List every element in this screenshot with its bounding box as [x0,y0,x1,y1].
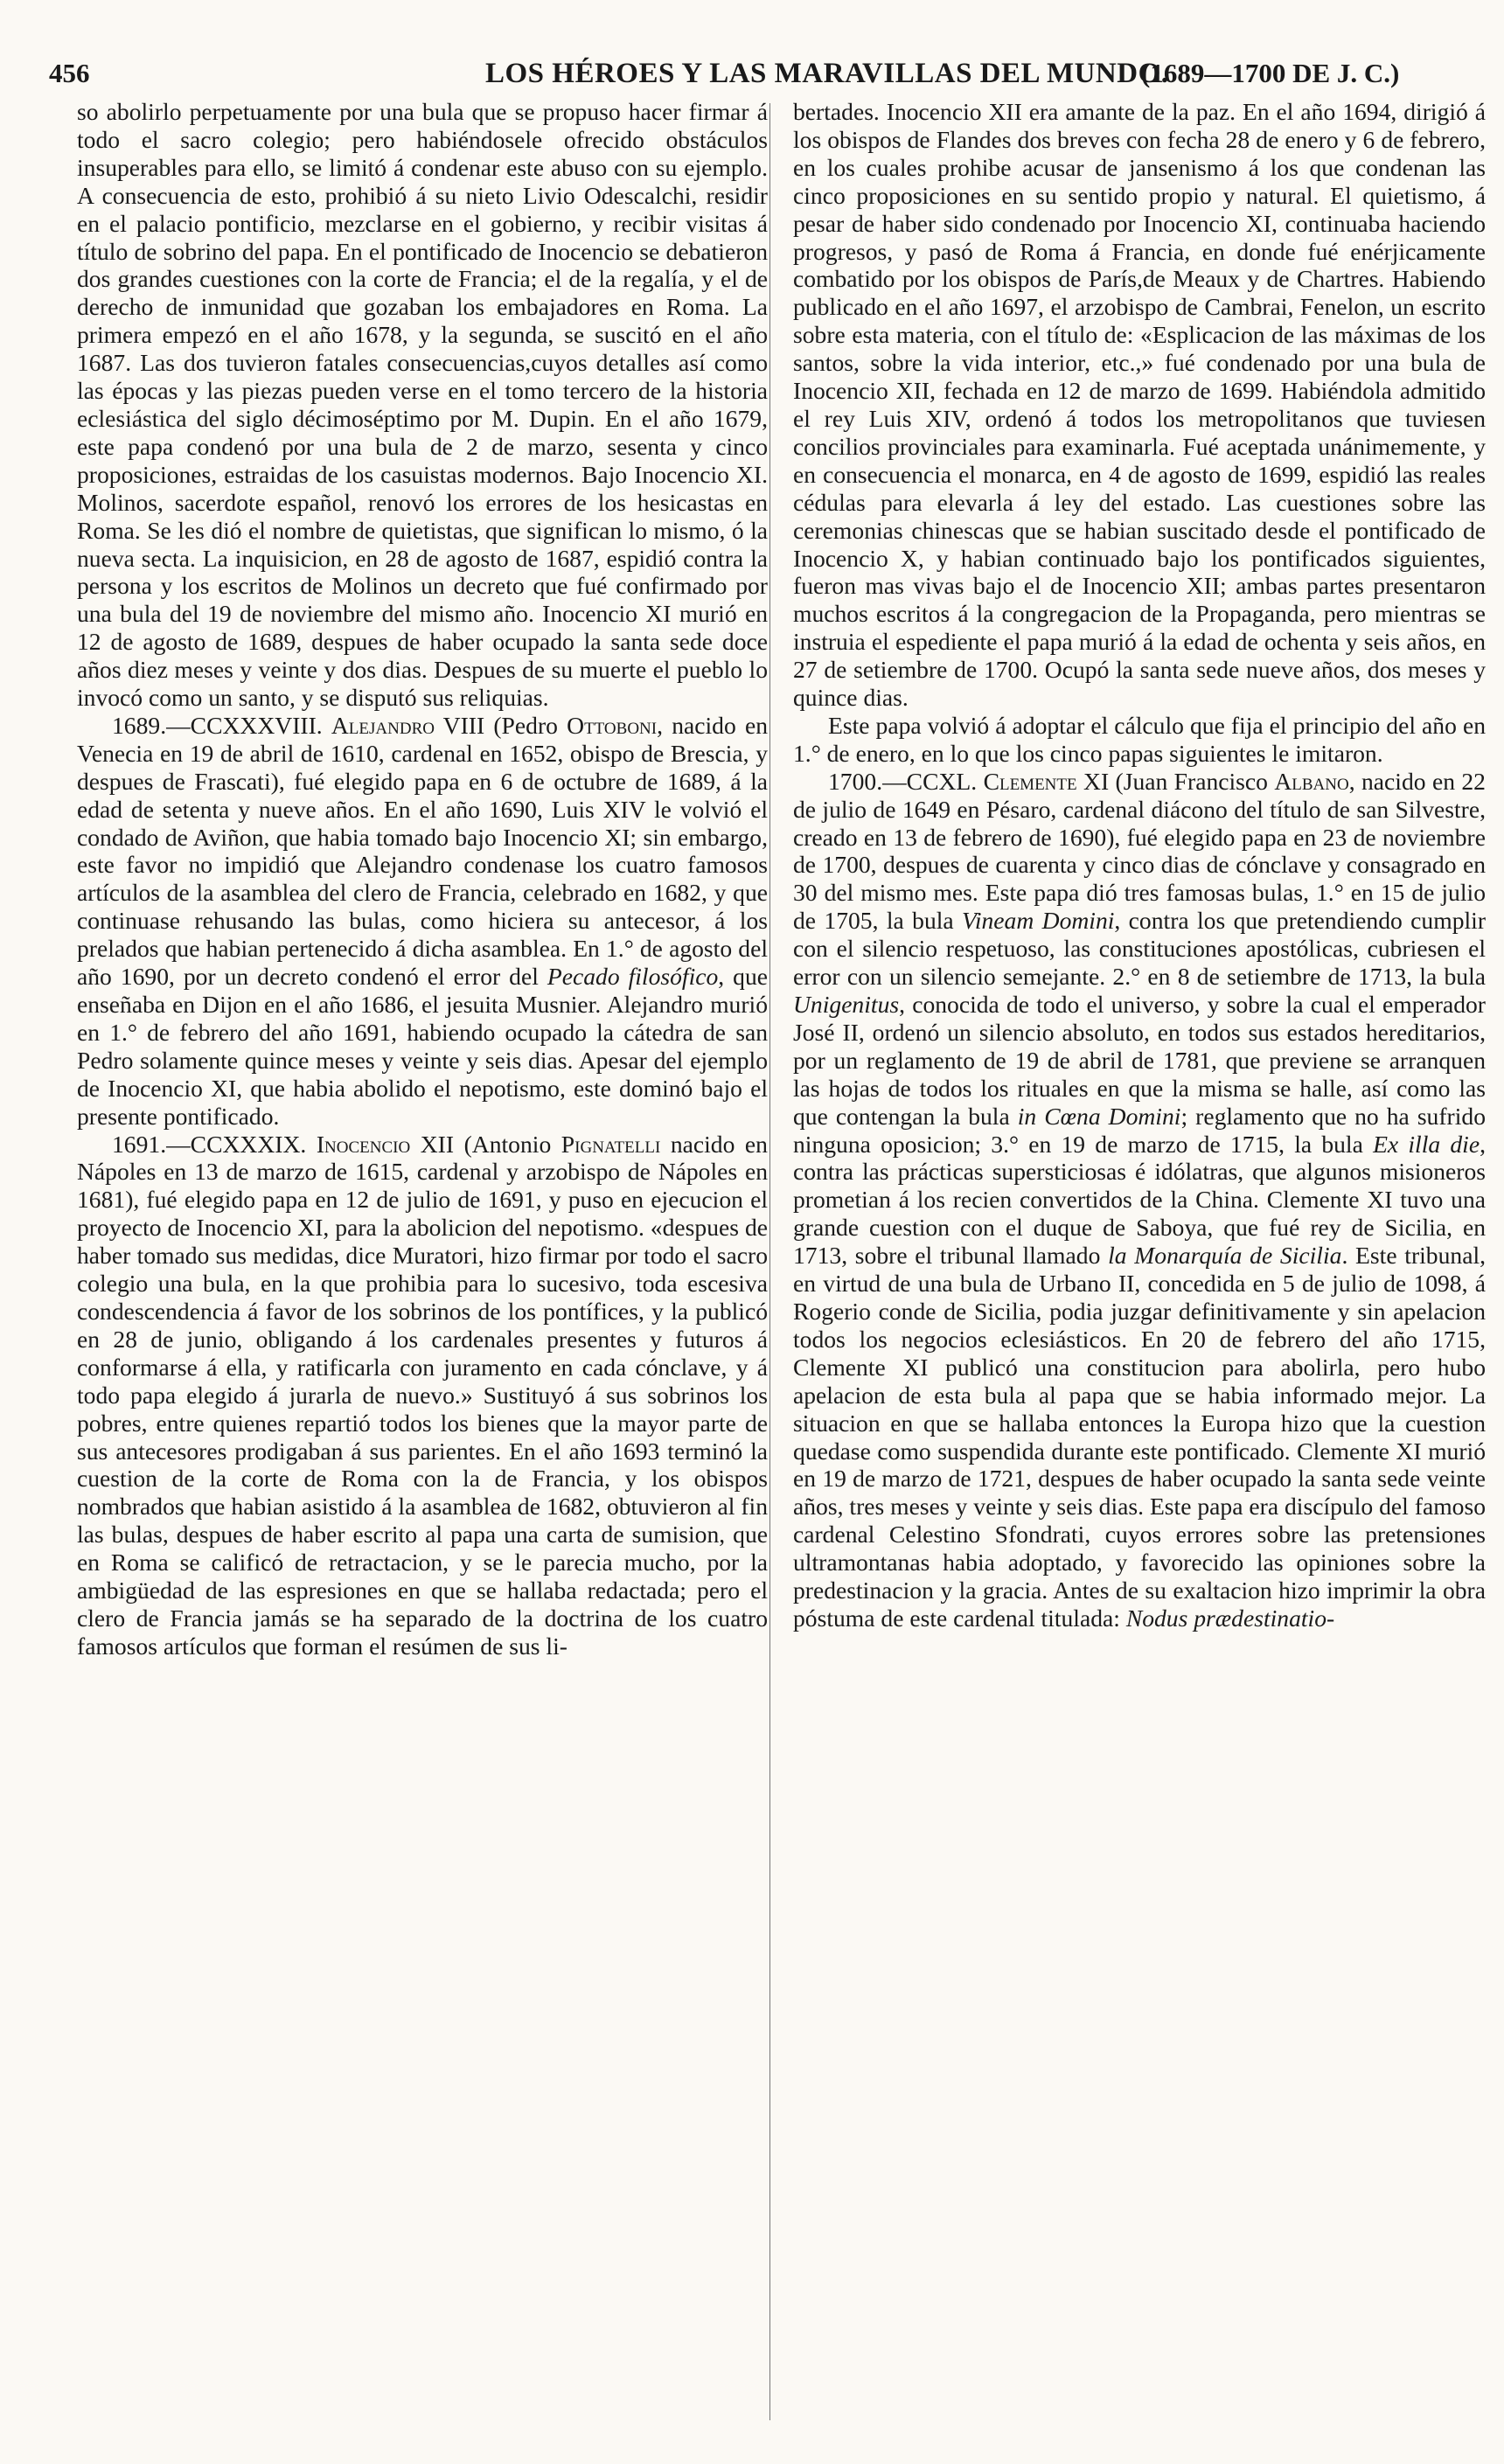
column-divider [769,103,770,2420]
page-number: 456 [49,58,90,88]
page-header [0,54,1504,89]
paragraph-clemente-xi: 1700.—CCXL. Clemente XI (Juan Francisco Albano, nacido en 22 de julio de 1649 en Pésaro, cardenal diácono del título de san Silvestre, creado en 13 de febrero de 1690), fué elegido papa en 23 de noviembre de 1700, despues de cuarenta y cinco dias de cónclave y consagrado en 30 del mismo mes. Este papa dió tres famosas bulas, 1.° en 15 de julio de 1705, la bula Vineam Domini, contra los que pretendiendo cumplir con el silencio respetuoso, las constituciones apostólicas, cubriesen el error con un silencio semejante. 2.° en 8 de setiembre de 1713, la bula Unigenitus, conocida de todo el universo, y sobre la cual el emperador José II, ordenó un silencio absoluto, en todos sus estados hereditarios, por un reglamento de 19 de abril de 1781, que previene se arranquen las hojas de todos los rituales en que la misma se halle, así como las que contengan la bula in Cœna Domini; reglamento que no ha sufrido ninguna oposicion; 3.° en 19 de marzo de 1715, la bula Ex illa die, contra las prácticas supersticiosas é idólatras, que algunos misioneros prometian á los recien convertidos de la China. Clemente XI tuvo una grande cuestion con el duque de Saboya, que fué rey de Sicilia, en 1713, sobre el tribunal llamado la Monarquía de Sicilia. Este tribunal, en virtud de una bula de Urbano II, concedida en 5 de julio de 1098, á Rogerio conde de Sicilia, podia juzgar definitivamente y sin apelacion todos los negocios eclesiásticos. En 20 de febrero del año 1715, Clemente XI publicó una constitucion para abolirla, pero hubo apelacion de esta bula al papa que se habia informado mejor. La situacion en que se hallaba entonces la Europa hizo que la cuestion quedase como suspendida durante este pontificado. Clemente XI murió en 19 de marzo de 1721, despues de haber ocupado la santa sede veinte años, tres meses y veinte y seis dias. Este papa era discípulo del famoso cardenal Celestino Sfondrati, cuyos errores sobre las pretensiones ultramontanas habia adoptado, y favorecido las opiniones sobre la predestinacion y la gracia. Antes de su exaltacion hizo imprimir la obra póstuma de este cardenal titulada: Nodus prædestinatio- [793,767,1487,1632]
paragraph-alejandro-viii: 1689.—CCXXXVIII. Alejandro VIII (Pedro Ottoboni, nacido en Venecia en 19 de abril de 1610, cardenal en 1652, obispo de Brescia, y despues de Frascati), fué elegido papa en 6 de octubre de 1689, á la edad de setenta y nueve años. En el año 1690, Luis XIV le volvió el condado de Aviñon, que habia tomado bajo Inocencio XI; sin embargo, este favor no impidió que Alejandro condenase los cuatro famosos artículos de la asamblea del clero de Francia, celebrado en 1682, y que continuase rehusando las bulas, como hiciera su antecesor, á los prelados que habian pertenecido á dicha asamblea. En 1.° de agosto del año 1690, por un decreto condenó el error del Pecado filosófico, que enseñaba en Dijon en el año 1686, el jesuita Musnier. Alejandro murió en 1.° de febrero del año 1691, habiendo ocupado la cátedra de san Pedro solamente quince meses y veinte y seis dias. Apesar del ejemplo de Inocencio XI, que habia abolido el nepotismo, este dominó bajo el presente pontificado. [77,711,768,1130]
paragraph-inocencio-xi-end: so abolirlo perpetuamente por una bula que se propuso hacer firmar á todo el sacro colegio; pero habiéndosele ofrecido obstáculos insuperables para ello, se limitó á condenar este abuso con su ejemplo. A consecuencia de esto, prohibió á su nieto Livio Odescalchi, residir en el palacio pontificio, mezclarse en el gobierno, y recibir visitas á título de sobrino del papa. En el pontificado de Inocencio se debatieron dos grandes cuestiones con la corte de Francia; el de la regalía, y el de derecho de inmunidad que gozaban los embajadores en Roma. La primera empezó en el año 1678, y la segunda, se suscitó en el año 1687. Las dos tuvieron fatales consecuencias,cuyos detalles así como las épocas y las piezas pueden verse en el tomo tercero de la historia eclesiástica del siglo décimoséptimo por M. Dupin. En el año 1679, este papa condenó por una bula de 2 de marzo, sesenta y cinco proposiciones, estraidas de los casuistas modernos. Bajo Inocencio XI. Molinos, sacerdote español, renovó los errores de los hesicastas en Roma. Se les dió el nombre de quietistas, que significan lo mismo, ó la nueva secta. La inquisicion, en 28 de agosto de 1687, espidió contra la persona y los escritos de Molinos un decreto que fué confirmado por una bula del 19 de noviembre del mismo año. Inocencio XI murió en 12 de agosto de 1689, despues de haber ocupado la santa sede doce años diez meses y veinte y dos dias. Despues de su muerte el pueblo lo invocó como un santo, y se disputó sus reliquias. [77,98,768,712]
date-range: (1689—1700 DE J. C.) [1141,58,1400,88]
paragraph-inocencio-xii: 1691.—CCXXXIX. Inocencio XII (Antonio Pignatelli nacido en Nápoles en 13 de marzo de 1615, cardenal y arzobispo de Nápoles en 1681), fué elegido papa en 12 de julio de 1691, y puso en ejecucion el proyecto de Inocencio XI, para la abolicion del nepotismo. «despues de haber tomado sus medidas, dice Muratori, hizo firmar por todo el sacro colegio una bula, en la que prohibia para lo sucesivo, toda escesiva condescendencia á favor de los sobrinos de los pontífices, y la publicó en 28 de junio, obligando á los cardenales presentes y futuros á conformarse á ella, y ratificarla con juramento en cada cónclave, y á todo papa elegido á jurarla de nuevo.» Sustituyó á sus sobrinos los pobres, entre quienes repartió todos los bienes que la mayor parte de sus antecesores prodigaban á sus parientes. En el año 1693 terminó la cuestion de la corte de Roma con la de Francia, y los obispos nombrados que habian asistido á la asamblea de 1682, obtuvieron al fin las bulas, despues de haber escrito al papa una carta de sumision, que en Roma se calificó de retractacion, y se le parecia mucho, por la ambigüedad de las espresiones en que se hallaba redactada; pero el clero de Francia jamás se ha separado de la doctrina de los cuatro famosos artículos que forman el resúmen de sus li- [77,1130,768,1660]
left-column [77,98,768,1660]
running-title: LOS HÉROES Y LAS MARAVILLAS DEL MUNDO. [485,58,1169,89]
paragraph-calendar-note: Este papa volvió á adoptar el cálculo que fija el principio del año en 1.° de enero, en lo que los cinco papas siguientes le imitaron. [793,711,1486,767]
right-column [793,98,1486,1632]
paragraph-inocencio-xii-cont: bertades. Inocencio XII era amante de la paz. En el año 1694, dirigió á los obispos de Flandes dos breves con fecha 28 de enero y 6 de febrero, en los cuales prohibe acusar de jansenismo á los que condenan las cinco proposiciones en su sentido propio y natural. El quietismo, á pesar de haber sido condenado por Inocencio XI, continuaba haciendo progresos, y pasó de Roma á Francia, en donde fué enérjicamente combatido por los obispos de París,de Meaux y de Chartres. Habiendo publicado en el año 1697, el arzobispo de Cambrai, Fenelon, un escrito sobre esta materia, con el título de: «Esplicacion de las máximas de los santos, sobre la vida interior, etc.,» fué condenado por una bula de Inocencio XII, fechada en 12 de marzo de 1699. Habiéndola admitido el rey Luis XIV, ordenó á todos los metropolitanos que tuviesen concilios provinciales para examinarla. Fué aceptada unánimemente, y en consecuencia el monarca, en 4 de agosto de 1699, espidió las reales cédulas para elevarla á ley del estado. Las cuestiones sobre las ceremonias chinescas que se habian suscitado desde el pontificado de Inocencio X, y habian continuado bajo los pontificados siguientes, fueron mas vivas bajo el de Inocencio XII; ambas partes presentaron muchos escritos á la congregacion de la Propaganda, pero mientras se instruia el espediente el papa murió á la edad de ochenta y seis años, en 27 de setiembre de 1700. Ocupó la santa sede nueve años, dos meses y quince dias. [793,98,1486,712]
